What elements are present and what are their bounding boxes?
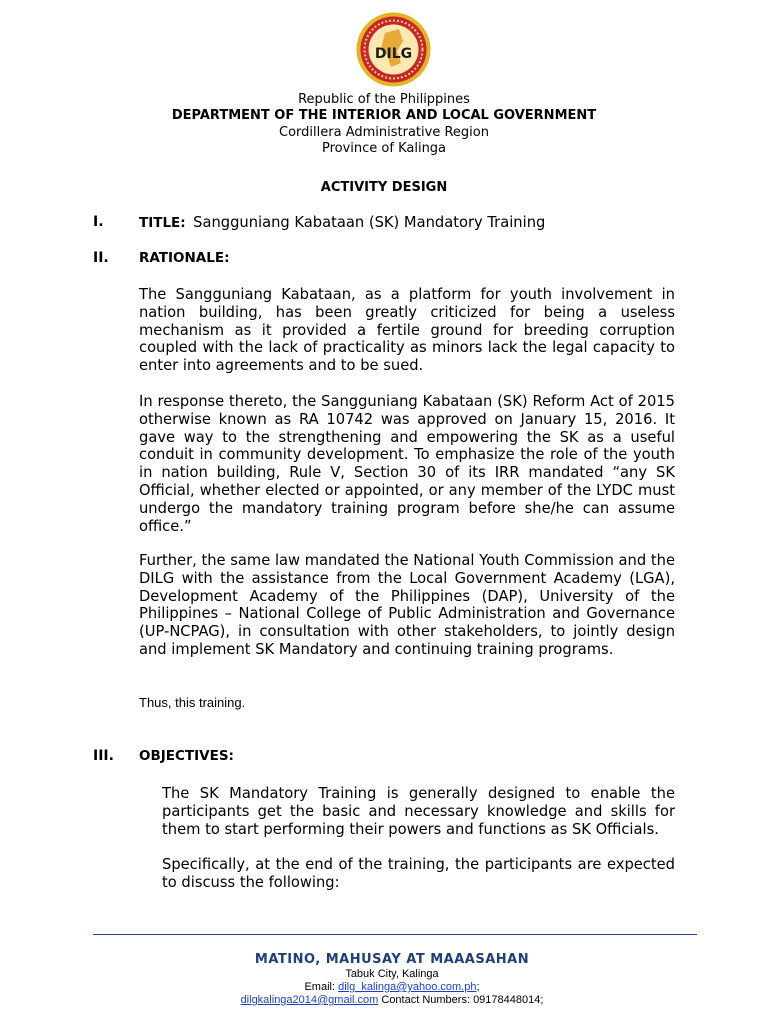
footer-email-line bbox=[0, 981, 768, 994]
footer-motto: MATINO, MAHUSAY AT MAAASAHAN bbox=[254, 952, 530, 967]
rationale-paragraph-1: The Sangguniang Kabataan, as a platform for youth involvement in nation building, has been greatly criticized for being a useless mechanism as it provided a fertile ground for breeding corruption coupled with the lack of practicality as minors lack the legal capacity to enter into agreements and to be sued. bbox=[139, 286, 675, 375]
section-title-row bbox=[139, 214, 545, 231]
seal-text: DILG bbox=[374, 46, 413, 62]
dilg-seal-logo bbox=[355, 11, 432, 88]
rationale-paragraph-3: Further, the same law mandated the National Youth Commission and the DILG with the assistance from the Local Government Academy (LGA), Development Academy of the Philippines (DAP), University of the Philippines – National College of Public Administration and Governance (UP-NCPAG), in consultation with other stakeholders, to jointly design and implement SK Mandatory and continuing training programs. bbox=[139, 552, 675, 658]
footer-email-link-1[interactable]: dilg_kalinga@yahoo.com.ph bbox=[338, 981, 477, 993]
section-number-1: I. bbox=[93, 214, 104, 230]
section-title-label: TITLE: bbox=[139, 215, 186, 231]
footer-email-label: Email: bbox=[304, 981, 339, 993]
training-title: Sangguniang Kabataan (SK) Mandatory Training bbox=[193, 214, 546, 231]
section-number-2: II. bbox=[93, 250, 109, 266]
header-republic: Republic of the Philippines bbox=[298, 92, 470, 107]
rationale-closing: Thus, this training. bbox=[139, 695, 246, 710]
objectives-paragraph-1: The SK Mandatory Training is generally designed to enable the participants get the basic and necessary knowledge and skills for them to start performing their powers and functions as SK Officials. bbox=[162, 785, 675, 838]
section-objectives-label: OBJECTIVES: bbox=[139, 748, 234, 764]
header-province: Province of Kalinga bbox=[321, 141, 447, 156]
footer-email-link-2[interactable]: dilgkalinga2014@gmail.com bbox=[240, 994, 379, 1006]
footer-divider bbox=[93, 934, 697, 935]
objectives-paragraph-2: Specifically, at the end of the training, the participants are expected to discuss the following: bbox=[162, 856, 675, 891]
footer-address: Tabuk City, Kalinga bbox=[345, 968, 439, 980]
section-rationale-label: RATIONALE: bbox=[139, 250, 230, 266]
footer-contact-numbers: Contact Numbers: 09178448014; bbox=[378, 994, 544, 1006]
header-department: DEPARTMENT OF THE INTERIOR AND LOCAL GOVERNMENT bbox=[171, 108, 597, 123]
section-number-3: III. bbox=[93, 748, 114, 764]
footer-email-separator: ; bbox=[476, 981, 480, 993]
document-title: ACTIVITY DESIGN bbox=[320, 180, 448, 195]
header-region: Cordillera Administrative Region bbox=[279, 125, 489, 140]
rationale-paragraph-2: In response thereto, the Sangguniang Kabataan (SK) Reform Act of 2015 otherwise known as RA 10742 was approved on January 15, 2016. It gave way to the strengthening and empowering the SK as a useful conduit in community development. To emphasize the role of the youth in nation building, Rule V, Section 30 of its IRR mandated “any SK Official, whether elected or appointed, or any member of the LYDC must undergo the mandatory training program before she/he can assume office.” bbox=[139, 393, 675, 535]
footer-contact-line bbox=[0, 994, 768, 1007]
